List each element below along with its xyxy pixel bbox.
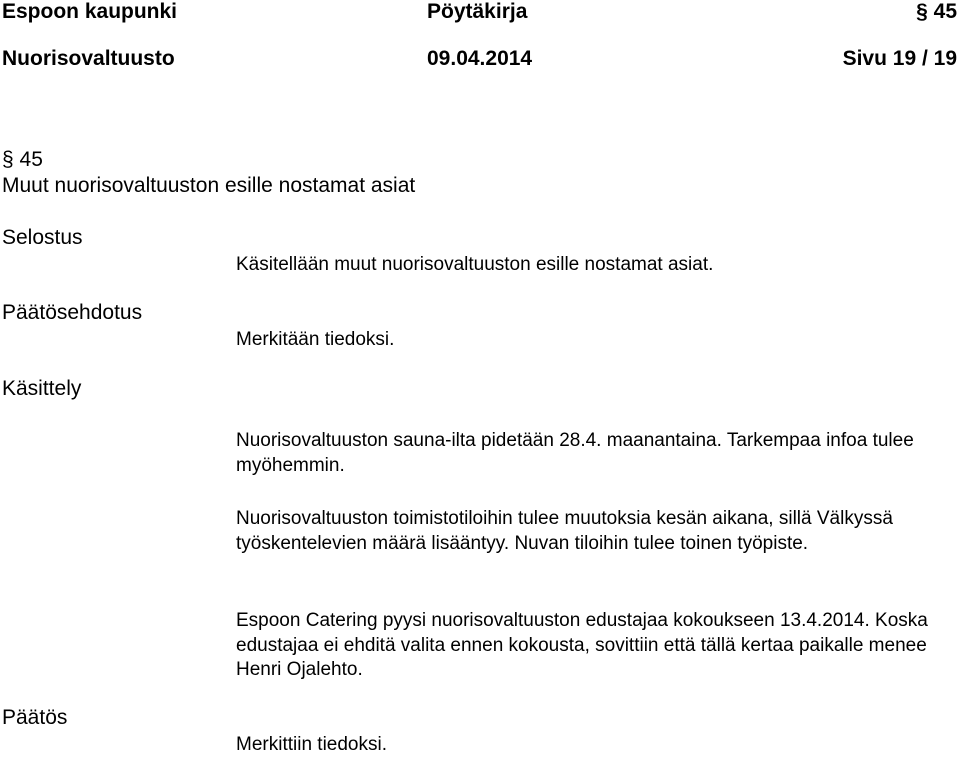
kasittely-paragraph-1: Nuorisovaltuuston sauna-ilta pidetään 28.4. maanantaina. Tarkempaa infoa tulee myöhemmin. <box>236 430 914 476</box>
header-organization: Espoon kaupunki <box>2 0 178 23</box>
paatos-label: Päätös <box>2 706 68 729</box>
item-number <box>2 148 43 172</box>
header-section-number-value: 45 <box>933 0 957 23</box>
item-number-value: 45 <box>19 148 43 171</box>
header-body: Nuorisovaltuusto <box>2 47 175 70</box>
section-symbol-icon: § <box>2 148 14 171</box>
section-symbol-icon: § <box>916 0 928 23</box>
paatos-text: Merkittiin tiedoksi. <box>236 734 387 755</box>
paatosehdotus-label: Päätösehdotus <box>2 301 143 324</box>
header-page: Sivu 19 / 19 <box>842 47 957 70</box>
header-doc-type: Pöytäkirja <box>427 0 528 23</box>
selostus-label: Selostus <box>2 226 83 249</box>
kasittely-paragraph-3: Espoon Catering pyysi nuorisovaltuuston edustajaa kokoukseen 13.4.2014. Koska edustajaa ei ehditä valita ennen kokousta, sovittiin että tällä kertaa paikalle menee Henri Ojalehto. <box>236 610 928 680</box>
header-section-number <box>916 0 957 24</box>
kasittely-label: Käsittely <box>2 377 82 400</box>
paatosehdotus-text: Merkitään tiedoksi. <box>236 329 395 350</box>
item-title: Muut nuorisovaltuuston esille nostamat asiat <box>2 174 416 197</box>
selostus-text: Käsitellään muut nuorisovaltuuston esille nostamat asiat. <box>236 254 714 275</box>
header-date: 09.04.2014 <box>427 47 533 70</box>
kasittely-paragraph-2: Nuorisovaltuuston toimistotiloihin tulee muutoksia kesän aikana, sillä Välkyssä työskentelevien määrä lisääntyy. Nuvan tiloihin tulee toinen työpiste. <box>236 508 893 554</box>
